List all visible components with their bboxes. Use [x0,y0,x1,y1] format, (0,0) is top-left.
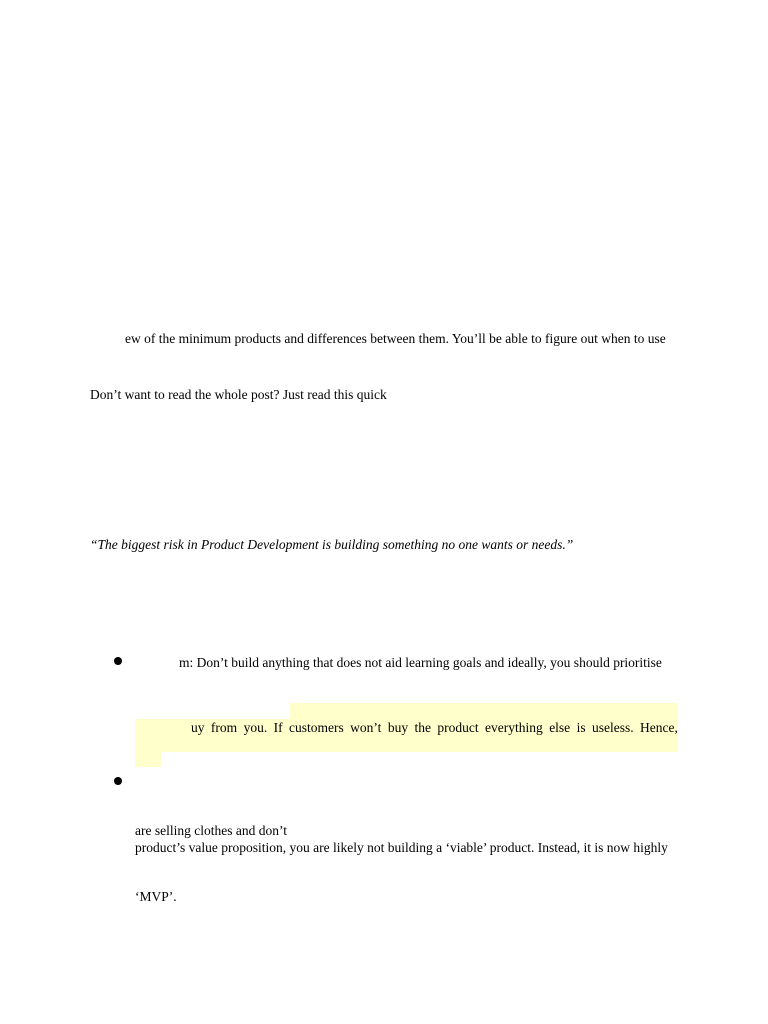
justified-word: buy [387,720,409,735]
bullet1-line1: m: Don’t build anything that does not aid learning goals and ideally, you should prioritise [179,655,662,670]
quick-read-line: Don’t want to read the whole post? Just read this quick [90,387,387,402]
justified-word: If [273,720,283,735]
justified-word: you. [243,720,268,735]
bullet-marker-2 [114,777,122,785]
justified-word: product [437,720,479,735]
bullet-marker-1 [114,657,122,665]
justified-word: uy [191,720,205,735]
quote-line: “The biggest risk in Product Development is building something no one wants or needs.” [90,537,574,552]
justified-word: from [210,720,238,735]
justified-word: Hence, [640,720,678,735]
justified-word: is [576,720,586,735]
bullet2-line3: ‘MVP’. [135,889,177,904]
justified-word: everything [485,720,543,735]
bullet2-line1: are selling clothes and don’t [135,823,287,838]
text-highlight-upper [290,703,678,719]
justified-word: else [549,720,571,735]
justified-word: useless. [592,720,634,735]
bullet1-line2 [191,720,678,736]
justified-word: the [414,720,431,735]
justified-word: won’t [350,720,382,735]
text-highlight-lower [135,752,161,767]
intro-paragraph-line: ew of the minimum products and differences between them. You’ll be able to figure out when to use [125,331,666,346]
bullet2-line2: product’s value proposition, you are likely not building a ‘viable’ product. Instead, it is now highly [135,840,668,855]
justified-word: customers [289,720,344,735]
